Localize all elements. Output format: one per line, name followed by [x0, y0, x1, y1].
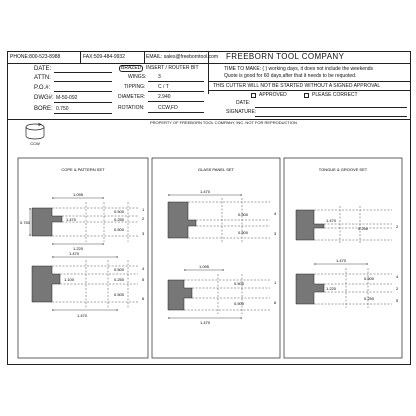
- time-to-make-text: TIME TO MAKE: ( ) working days, it does not include the weekends: [224, 66, 374, 72]
- tongue-bottom-drawing: [296, 258, 399, 308]
- glass-panel-panel: [152, 158, 280, 358]
- approved-label: APPROVED: [259, 92, 287, 98]
- rotation-value: CCW,FD: [158, 105, 178, 111]
- signature-label: SIGNATURE:: [226, 109, 257, 115]
- please-correct-label: PLEASE CORRECT: [312, 92, 358, 98]
- wings-value: 3: [158, 74, 161, 80]
- cope-top-n3: 3: [142, 231, 145, 236]
- cope-bottom-d3: 0.250: [114, 277, 125, 282]
- cope-bottom-width: 1.470: [76, 313, 88, 318]
- cope-top-bore: 0.750: [20, 220, 31, 225]
- tongue-bottom-d2: 1.220: [326, 286, 337, 291]
- tongue-bottom-d3: 0.250: [364, 296, 375, 301]
- cope-top-d4: 0.500: [114, 227, 125, 232]
- cope-top-d1: 0.500: [114, 209, 125, 214]
- approval-date-label: DATE:: [236, 100, 251, 106]
- cope-top-n1: 1: [142, 207, 145, 212]
- cope-pattern-panel: [18, 158, 148, 358]
- cope-bottom-n3: 6: [142, 296, 145, 301]
- tongue-top-d1: 1.470: [326, 218, 337, 223]
- cope-top-d3: 0.250: [114, 217, 125, 222]
- order-sheet: [7, 51, 411, 365]
- glass-top-n2: 3: [274, 231, 277, 236]
- cope-bottom-n1: 4: [142, 266, 145, 271]
- date-label: DATE:: [34, 66, 52, 72]
- cope-top-n2: 2: [142, 216, 145, 221]
- brazed-option[interactable]: BRAZED: [121, 65, 142, 71]
- glass-panel-title: GLASS PANEL SET: [197, 167, 235, 172]
- dwg-label: DWG#:: [34, 95, 54, 101]
- tipping-value: C / T: [158, 84, 169, 90]
- tipping-label: TIPPING:: [124, 84, 146, 90]
- ccw-label: CCW: [30, 141, 40, 146]
- wings-label: WINGS:: [128, 74, 147, 80]
- phone-number: PHONE:800-523-8988: [10, 54, 61, 60]
- rotation-label: ROTATION:: [118, 105, 145, 111]
- glass-top-d1: 0.500: [238, 212, 249, 217]
- glass-bottom-d2: 0.500: [234, 301, 245, 306]
- cope-bottom-overall: 1.470: [68, 251, 80, 256]
- cope-top-drawing: [20, 192, 145, 251]
- cope-bottom-d4: 0.500: [114, 292, 125, 297]
- diameter-value: 2.940: [158, 94, 171, 100]
- property-notice: PROPERTY OF FREEBORN TOOL COMPANY, INC. NOT FOR REPRODUCTION: [150, 120, 297, 125]
- tongue-bottom-n2: 2: [396, 286, 399, 291]
- glass-top-d2: 0.500: [238, 230, 249, 235]
- po-label: P.O.#:: [34, 85, 51, 91]
- cope-pattern-title: COPE & PATTERN SET: [61, 167, 105, 172]
- dwg-value: M-50-092: [56, 95, 78, 101]
- cope-top-width: 1.220: [72, 246, 84, 251]
- glass-bottom-n2: 6: [274, 300, 277, 305]
- tongue-top-d2: 0.250: [358, 226, 369, 231]
- tongue-top-n1: 2: [396, 224, 399, 229]
- glass-bottom-width: 1.470: [199, 320, 211, 325]
- glass-bottom-d1: 0.500: [234, 281, 245, 286]
- insert-router-option[interactable]: INSERT / ROUTER BIT: [146, 65, 199, 71]
- quote-validity-text: Quote is good for 60 days,after that it needs to be requoted.: [224, 73, 357, 79]
- attn-label: ATTN:: [34, 75, 51, 81]
- cope-top-overall: 1.095: [72, 192, 84, 197]
- glass-bottom-drawing: [168, 264, 277, 325]
- cope-bottom-n2: 5: [142, 277, 145, 282]
- glass-top-overall: 1.470: [199, 189, 211, 194]
- bore-label: BORE:: [34, 106, 53, 112]
- tongue-bottom-overall: 1.470: [335, 258, 347, 263]
- cope-bottom-d1: 0.500: [114, 267, 125, 272]
- fax-number: FAX:509-484-9932: [83, 54, 125, 60]
- glass-bottom-overall: 1.095: [198, 264, 210, 269]
- approval-warning: THIS CUTTER WILL NOT BE STARTED WITHOUT A SIGNED APPROVAL: [213, 83, 381, 89]
- bore-value: 0.750: [56, 106, 69, 112]
- email-address: EMAIL: sales@freeborntool.com: [146, 54, 219, 60]
- drawings: [8, 52, 410, 364]
- diameter-label: DIAMETER:: [118, 94, 146, 100]
- tongue-bottom-n3: 5: [396, 298, 399, 303]
- tongue-top-drawing: [296, 206, 399, 244]
- tongue-groove-title: TONGUE & GROOVE SET: [318, 167, 368, 172]
- tongue-bottom-n1: 4: [396, 274, 399, 279]
- cope-bottom-d2: 1.100: [64, 277, 75, 282]
- glass-bottom-n1: 1: [274, 280, 277, 285]
- glass-top-drawing: [168, 189, 277, 242]
- cope-top-d2: 1.470: [66, 217, 77, 222]
- tongue-bottom-d1: 0.500: [364, 276, 375, 281]
- cope-bottom-drawing: [32, 251, 145, 318]
- glass-top-n1: 4: [274, 211, 277, 216]
- company-name: FREEBORN TOOL COMPANY: [226, 52, 345, 61]
